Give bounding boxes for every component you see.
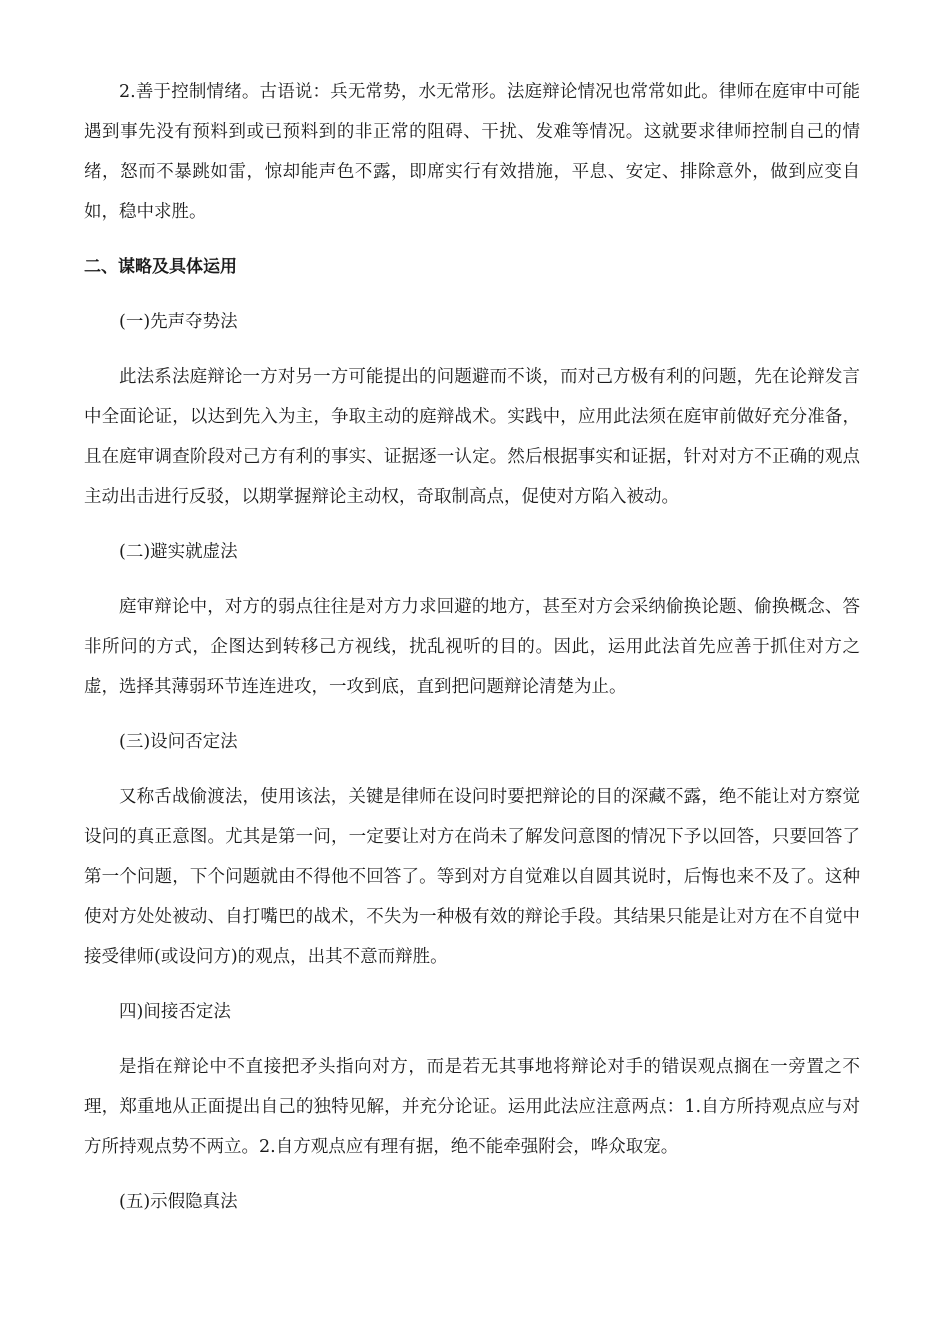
subheading-first-strike: (一)先声夺势法 (119, 312, 238, 332)
subheading-avoid-strength: (二)避实就虚法 (119, 542, 238, 562)
paragraph-indirect-negation: 是指在辩论中不直接把矛头指向对方，而是若无其事地将辩论对手的错误观点搁在一旁置之不理，郑重地从正面提出自己的独特见解，并充分论证。运用此法应注意两点：1.自方所持观点应与对方所持观点势不两立。2.自方观点应有理有据，绝不能牵强附会，哗众取宠。 (84, 1057, 860, 1157)
paragraph-control-emotion: 2.善于控制情绪。古语说：兵无常势，水无常形。法庭辩论情况也常常如此。律师在庭审中可能遇到事先没有预料到或已预料到的非正常的阻碍、干扰、发难等情况。这就要求律师控制自己的情绪，怒而不暴跳如雷，惊却能声色不露，即席实行有效措施，平息、安定、排除意外，做到应变自如，稳中求胜。 (84, 82, 860, 222)
subheading-question-negation: (三)设问否定法 (119, 732, 238, 752)
document-page (84, 72, 860, 1237)
paragraph-question-negation: 又称舌战偷渡法，使用该法，关键是律师在设问时要把辩论的目的深藏不露，绝不能让对方察觉设问的真正意图。尤其是第一问，一定要让对方在尚未了解发问意图的情况下予以回答，只要回答了第一个问题，下个问题就由不得他不回答了。等到对方自觉难以自圆其说时，后悔也来不及了。这种使对方处处被动、自打嘴巴的战术，不失为一种极有效的辩论手段。其结果只能是让对方在不自觉中接受律师(或设问方)的观点，出其不意而辩胜。 (84, 787, 860, 967)
paragraph-avoid-strength: 庭审辩论中，对方的弱点往往是对方力求回避的地方，甚至对方会采纳偷换论题、偷换概念、答非所问的方式，企图达到转移己方视线，扰乱视听的目的。因此，运用此法首先应善于抓住对方之虚，选择其薄弱环节连连进攻，一攻到底，直到把问题辩论清楚为止。 (84, 597, 860, 697)
section-heading-strategy: 二、谋略及具体运用 (84, 257, 237, 277)
paragraph-first-strike: 此法系法庭辩论一方对另一方可能提出的问题避而不谈，而对己方极有利的问题，先在论辩发言中全面论证，以达到先入为主，争取主动的庭辩战术。实践中，应用此法须在庭审前做好充分准备，且在庭审调查阶段对己方有利的事实、证据逐一认定。然后根据事实和证据，针对对方不正确的观点主动出击进行反驳，以期掌握辩论主动权，奇取制高点，促使对方陷入被动。 (84, 367, 860, 507)
subheading-feint: (五)示假隐真法 (119, 1192, 238, 1212)
subheading-indirect-negation: 四)间接否定法 (119, 1002, 231, 1022)
